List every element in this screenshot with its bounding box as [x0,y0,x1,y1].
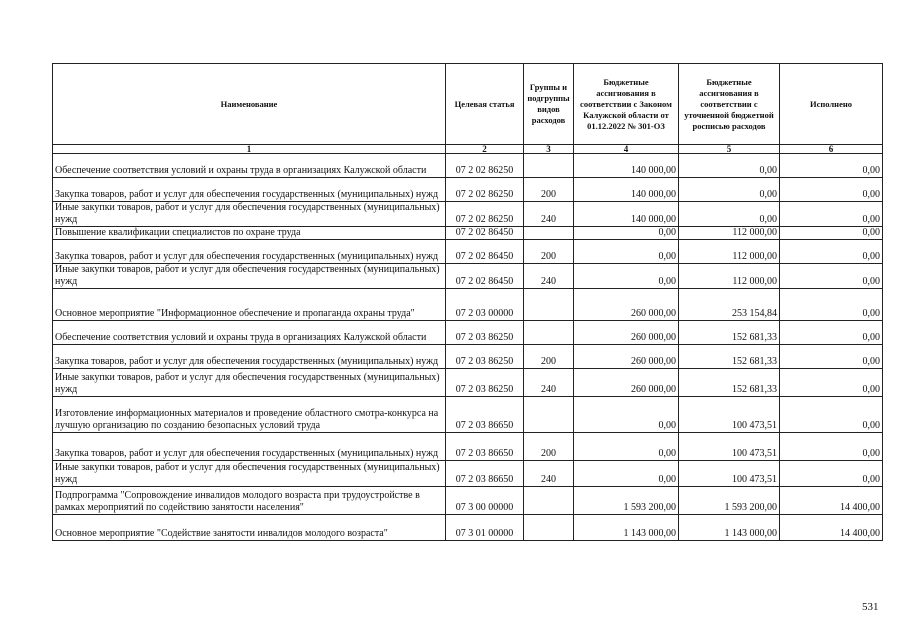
row-name: Закупка товаров, работ и услуг для обеспечения государственных (муниципальных) нужд [53,178,446,202]
row-plan-amount: 1 143 000,00 [679,515,780,541]
row-group: 240 [524,202,574,227]
row-group: 240 [524,264,574,289]
row-law-amount: 140 000,00 [574,178,679,202]
table-row [53,227,883,240]
table-row [53,369,883,397]
header-law-allocation: Бюджетные ассигнования в соответствии с Законом Калужской области от 01.12.2022 № 301-ОЗ [574,64,679,145]
table-row [53,515,883,541]
row-group: 200 [524,178,574,202]
table-row [53,321,883,345]
header-revised-allocation: Бюджетные ассигнования в соответствии с уточненной бюджетной росписью расходов [679,64,780,145]
row-target-code: 07 2 02 86450 [446,264,524,289]
row-name: Иные закупки товаров, работ и услуг для обеспечения государственных (муниципальных) нужд [53,202,446,227]
row-target-code: 07 2 03 86250 [446,369,524,397]
column-number-row [53,145,883,154]
table-row [53,461,883,487]
row-law-amount: 260 000,00 [574,321,679,345]
table-row [53,397,883,433]
table-row [53,154,883,178]
row-law-amount: 1 143 000,00 [574,515,679,541]
row-plan-amount: 0,00 [679,202,780,227]
row-executed-amount: 14 400,00 [780,515,883,541]
table-row [53,345,883,369]
row-law-amount: 140 000,00 [574,154,679,178]
row-plan-amount: 112 000,00 [679,227,780,240]
row-plan-amount: 100 473,51 [679,433,780,461]
row-plan-amount: 152 681,33 [679,345,780,369]
row-law-amount: 0,00 [574,227,679,240]
row-plan-amount: 253 154,84 [679,289,780,321]
row-group: 200 [524,240,574,264]
row-plan-amount: 1 593 200,00 [679,487,780,515]
row-name: Иные закупки товаров, работ и услуг для обеспечения государственных (муниципальных) нужд [53,264,446,289]
row-group [524,487,574,515]
table-row [53,178,883,202]
row-law-amount: 260 000,00 [574,345,679,369]
row-target-code: 07 2 02 86450 [446,240,524,264]
table-row [53,264,883,289]
table-row [53,487,883,515]
row-law-amount: 140 000,00 [574,202,679,227]
row-executed-amount: 0,00 [780,178,883,202]
row-group: 200 [524,433,574,461]
row-plan-amount: 152 681,33 [679,321,780,345]
row-target-code: 07 2 03 86250 [446,321,524,345]
row-target-code: 07 2 02 86250 [446,154,524,178]
row-target-code: 07 2 03 86650 [446,397,524,433]
row-executed-amount: 0,00 [780,321,883,345]
row-plan-amount: 112 000,00 [679,264,780,289]
row-plan-amount: 100 473,51 [679,397,780,433]
row-group: 240 [524,461,574,487]
row-law-amount: 260 000,00 [574,369,679,397]
row-name: Закупка товаров, работ и услуг для обеспечения государственных (муниципальных) нужд [53,240,446,264]
row-name: Иные закупки товаров, работ и услуг для обеспечения государственных (муниципальных) нужд [53,461,446,487]
row-law-amount: 0,00 [574,397,679,433]
table-row [53,433,883,461]
row-group: 200 [524,345,574,369]
row-target-code: 07 2 03 00000 [446,289,524,321]
row-name: Обеспечение соответствия условий и охраны труда в организациях Калужской области [53,321,446,345]
row-target-code: 07 2 03 86650 [446,433,524,461]
row-executed-amount: 0,00 [780,240,883,264]
table-row [53,289,883,321]
row-name: Основное мероприятие "Информационное обеспечение и пропаганда охраны труда" [53,289,446,321]
row-law-amount: 0,00 [574,433,679,461]
row-group [524,154,574,178]
row-name: Подпрограмма "Сопровождение инвалидов молодого возраста при трудоустройстве в рамках мероприятий по содействию занятости населения" [53,487,446,515]
row-group [524,227,574,240]
row-law-amount: 0,00 [574,240,679,264]
row-executed-amount: 0,00 [780,264,883,289]
row-executed-amount: 14 400,00 [780,487,883,515]
table-header-row [53,64,883,145]
row-name: Повышение квалификации специалистов по охране труда [53,227,446,240]
column-number: 2 [446,145,524,154]
row-law-amount: 260 000,00 [574,289,679,321]
row-target-code: 07 3 00 00000 [446,487,524,515]
row-name: Закупка товаров, работ и услуг для обеспечения государственных (муниципальных) нужд [53,433,446,461]
header-expense-group: Группы и подгруппы видов расходов [524,64,574,145]
row-name: Обеспечение соответствия условий и охраны труда в организациях Калужской области [53,154,446,178]
row-executed-amount: 0,00 [780,397,883,433]
row-group: 240 [524,369,574,397]
row-target-code: 07 2 02 86450 [446,227,524,240]
row-plan-amount: 100 473,51 [679,461,780,487]
row-plan-amount: 0,00 [679,178,780,202]
row-name: Закупка товаров, работ и услуг для обеспечения государственных (муниципальных) нужд [53,345,446,369]
table-row [53,202,883,227]
row-target-code: 07 2 02 86250 [446,202,524,227]
row-name: Иные закупки товаров, работ и услуг для обеспечения государственных (муниципальных) нужд [53,369,446,397]
header-executed: Исполнено [780,64,883,145]
row-group [524,515,574,541]
row-executed-amount: 0,00 [780,461,883,487]
column-number: 6 [780,145,883,154]
row-group [524,397,574,433]
header-target-article: Целевая статья [446,64,524,145]
row-plan-amount: 0,00 [679,154,780,178]
row-target-code: 07 2 02 86250 [446,178,524,202]
column-number: 5 [679,145,780,154]
column-number: 4 [574,145,679,154]
page-number: 531 [862,601,879,613]
column-number: 3 [524,145,574,154]
row-executed-amount: 0,00 [780,289,883,321]
row-law-amount: 0,00 [574,264,679,289]
row-law-amount: 0,00 [574,461,679,487]
row-plan-amount: 112 000,00 [679,240,780,264]
row-name: Основное мероприятие "Содействие занятости инвалидов молодого возраста" [53,515,446,541]
row-law-amount: 1 593 200,00 [574,487,679,515]
row-group [524,321,574,345]
header-name: Наименование [53,64,446,145]
row-target-code: 07 2 03 86650 [446,461,524,487]
row-executed-amount: 0,00 [780,202,883,227]
row-executed-amount: 0,00 [780,345,883,369]
row-target-code: 07 2 03 86250 [446,345,524,369]
row-plan-amount: 152 681,33 [679,369,780,397]
row-target-code: 07 3 01 00000 [446,515,524,541]
table-row [53,240,883,264]
column-number: 1 [53,145,446,154]
row-group [524,289,574,321]
row-name: Изготовление информационных материалов и проведение областного смотра-конкурса на лучшую организацию по созданию безопасных условий труда [53,397,446,433]
row-executed-amount: 0,00 [780,433,883,461]
budget-table [52,63,883,541]
row-executed-amount: 0,00 [780,227,883,240]
row-executed-amount: 0,00 [780,154,883,178]
row-executed-amount: 0,00 [780,369,883,397]
